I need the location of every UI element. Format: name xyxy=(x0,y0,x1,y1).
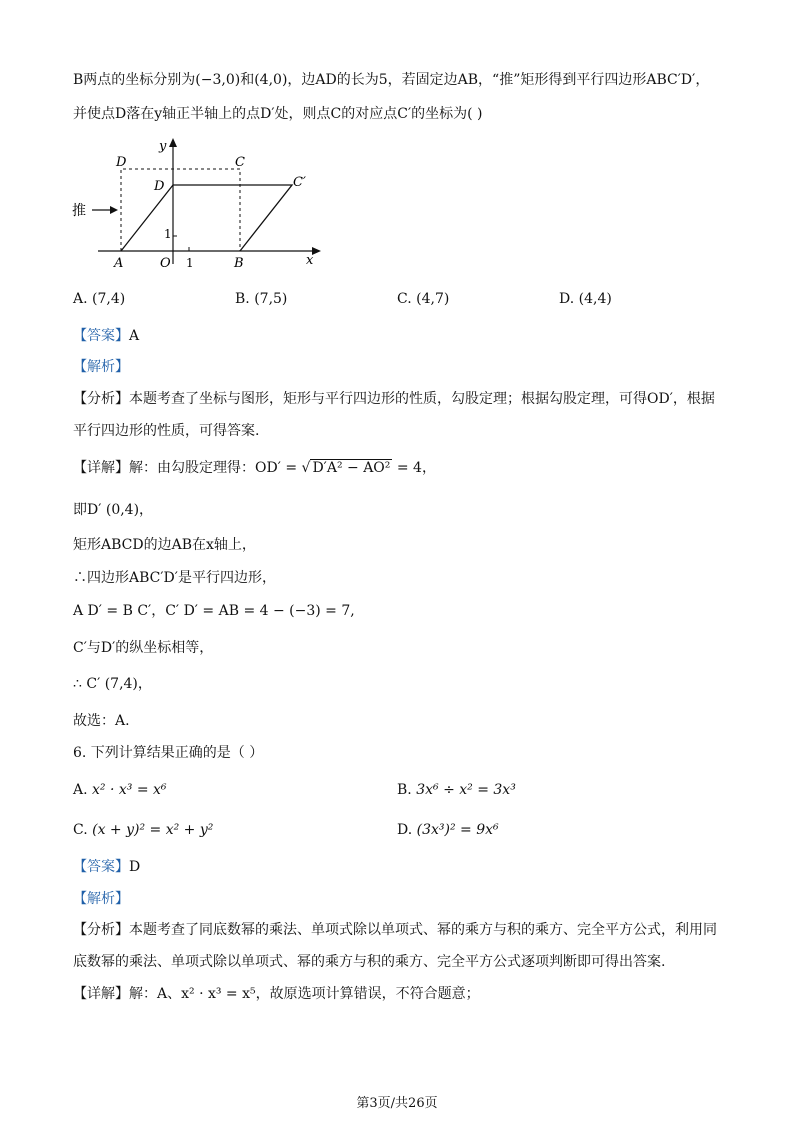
label-y: y xyxy=(159,139,167,154)
y-axis-arrow xyxy=(169,138,177,147)
label-o: O xyxy=(160,256,171,268)
q5-coord-b: (4,0) xyxy=(254,72,288,88)
label-one-x: 1 xyxy=(186,256,194,268)
q5-stem-text: B两点的坐标分别为 xyxy=(73,72,196,88)
answer-tag: 【答案】 xyxy=(73,328,129,344)
q6-analysis-tag: 【解析】 xyxy=(73,891,129,907)
parallelogram-abcd-prime xyxy=(121,185,292,251)
q5-detail-line7: ∴ C′ (7,4)， xyxy=(73,676,152,692)
answer-value: A xyxy=(129,328,140,344)
q5-option-c: C. (4,7) xyxy=(397,291,450,307)
q5-figure xyxy=(68,136,328,268)
q5-answer xyxy=(73,326,139,346)
q5-stem-line1 xyxy=(73,70,709,90)
label-a: A xyxy=(114,256,124,268)
q5-option-b: B. (7,5) xyxy=(235,291,288,307)
q5-detail-line8: 故选：A. xyxy=(73,713,130,729)
rectangle-abcd xyxy=(121,169,240,251)
label-x: x xyxy=(306,253,314,268)
q6-stem: 6. 下列计算结果正确的是（ ） xyxy=(73,745,264,761)
q5-detail-line4: ∴四边形ABC′D′是平行四边形， xyxy=(73,570,276,586)
q5-detail-line2: 即D′ (0,4)， xyxy=(73,502,154,518)
q6-fenxi-line1: 【分析】本题考查了同底数幂的乘法、单项式除以单项式、幂的乘方与积的乘方、完全平方公式，利用同 xyxy=(73,922,717,938)
q5-fenxi-line2: 平行四边形的性质，可得答案. xyxy=(73,423,260,439)
q5-fenxi-line1: 【分析】本题考查了坐标与图形，矩形与平行四边形的性质，勾股定理；根据勾股定理，可得OD′，根据 xyxy=(73,391,715,407)
q6-option-a: A. x² · x³ = x⁶ xyxy=(73,782,167,798)
q5-stem-line2: 并使点D落在y轴正半轴上的点D′处，则点C的对应点C′的坐标为( ) xyxy=(73,106,483,122)
label-d: D xyxy=(116,155,127,170)
x-axis-arrow xyxy=(312,247,321,255)
q5-analysis-tag: 【解析】 xyxy=(73,359,129,375)
q6-answer: 【答案】D xyxy=(73,859,141,875)
page-footer: 第3页/共26页 xyxy=(356,1096,438,1111)
q6-option-c: C. (x + y)² = x² + y² xyxy=(73,822,214,838)
q6-detail-line1: 【详解】解：A、x² · x³ = x⁵，故原选项计算错误，不符合题意； xyxy=(73,986,480,1002)
q6-fenxi-line2: 底数幂的乘法、单项式除以单项式、幂的乘方与积的乘方、完全平方公式逐项判断即可得出答案. xyxy=(73,954,666,970)
q5-detail-line5: A D′ = B C′，C′ D′ = AB = 4 − (−3) = 7, xyxy=(73,603,355,619)
q5-detail-line1: 【详解】解：由勾股定理得：OD′ = √ D′A² − AO² = 4， xyxy=(73,460,436,476)
q5-detail-line3: 矩形ABCD的边AB在x轴上， xyxy=(73,537,256,553)
label-one-y: 1 xyxy=(164,227,172,241)
sqrt-radicand: D′A² − AO² xyxy=(312,460,391,476)
q6-option-d: D. (3x³)² = 9x⁶ xyxy=(397,822,499,838)
q5-coord-a: (−3,0) xyxy=(195,72,241,88)
q5-detail-line6: C′与D′的纵坐标相等， xyxy=(73,640,214,656)
label-c: C xyxy=(235,155,245,170)
label-c-prime: C′ xyxy=(293,175,306,190)
push-label: 推 xyxy=(72,203,86,219)
label-d-prime: D xyxy=(154,179,165,194)
push-arrow-head xyxy=(110,206,118,214)
q6-option-b: B. 3x⁶ ÷ x² = 3x³ xyxy=(397,782,516,798)
q5-option-d: D. (4,4) xyxy=(559,291,612,307)
sqrt-sign: √ xyxy=(301,460,311,476)
q5-option-a: A. (7,4) xyxy=(73,291,126,307)
label-b: B xyxy=(234,256,244,268)
q5-stem-and: 和 xyxy=(240,72,255,88)
q5-stem-mid: ，边AD的长为5，若固定边AB，“推”矩形得到平行四边形ABC′D′， xyxy=(287,72,710,88)
